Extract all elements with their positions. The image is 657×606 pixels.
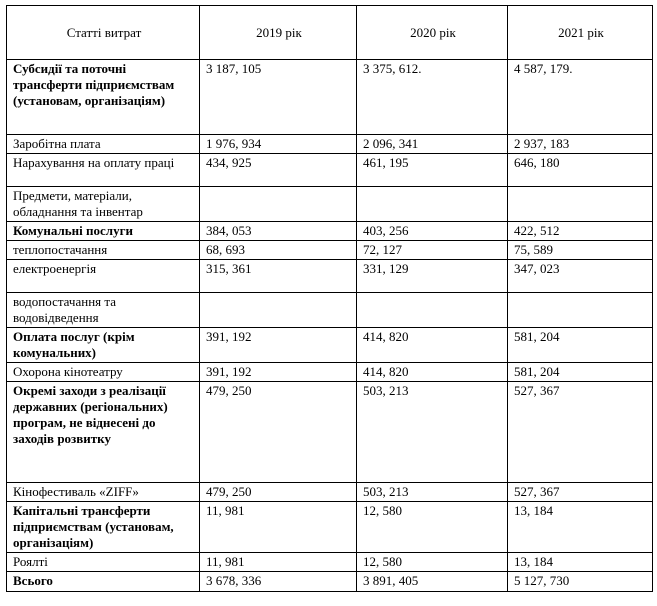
expense-item-label: Охорона кінотеатру bbox=[7, 363, 200, 382]
value-2020: 331, 129 bbox=[357, 260, 508, 293]
value-2019: 391, 192 bbox=[200, 328, 357, 363]
value-2020: 12, 580 bbox=[357, 502, 508, 553]
value-2021: 75, 589 bbox=[508, 241, 653, 260]
expense-item-label: Заробітна плата bbox=[7, 135, 200, 154]
value-2019: 3 678, 336 bbox=[200, 572, 357, 592]
value-2019 bbox=[200, 187, 357, 222]
table-row bbox=[7, 553, 653, 572]
header-year-2019: 2019 рік bbox=[200, 6, 357, 60]
table-row bbox=[7, 222, 653, 241]
value-2021: 422, 512 bbox=[508, 222, 653, 241]
value-2019: 68, 693 bbox=[200, 241, 357, 260]
value-2021: 5 127, 730 bbox=[508, 572, 653, 592]
value-2019: 479, 250 bbox=[200, 382, 357, 483]
expense-item-label: Нарахування на оплату праці bbox=[7, 154, 200, 187]
value-2021 bbox=[508, 187, 653, 222]
value-2020: 403, 256 bbox=[357, 222, 508, 241]
expense-item-label: Всього bbox=[7, 572, 200, 592]
table-row bbox=[7, 382, 653, 483]
expense-item-label: теплопостачання bbox=[7, 241, 200, 260]
expense-item-label: Оплата послуг (крім комунальних) bbox=[7, 328, 200, 363]
table-row bbox=[7, 502, 653, 553]
table-row bbox=[7, 572, 653, 592]
value-2021: 13, 184 bbox=[508, 502, 653, 553]
table-row bbox=[7, 293, 653, 328]
table-body bbox=[7, 60, 653, 592]
table-header bbox=[7, 6, 653, 60]
header-year-2020: 2020 рік bbox=[357, 6, 508, 60]
value-2020: 461, 195 bbox=[357, 154, 508, 187]
table-row bbox=[7, 260, 653, 293]
value-2021: 4 587, 179. bbox=[508, 60, 653, 135]
table-row bbox=[7, 154, 653, 187]
table-row bbox=[7, 187, 653, 222]
value-2019: 391, 192 bbox=[200, 363, 357, 382]
value-2020: 414, 820 bbox=[357, 328, 508, 363]
value-2021 bbox=[508, 293, 653, 328]
value-2019: 1 976, 934 bbox=[200, 135, 357, 154]
value-2019: 3 187, 105 bbox=[200, 60, 357, 135]
expense-item-label: Окремі заходи з реалізації державних (регіональних) програм, не віднесені до заходів розвитку bbox=[7, 382, 200, 483]
value-2020 bbox=[357, 187, 508, 222]
value-2021: 527, 367 bbox=[508, 382, 653, 483]
expense-item-label: Кінофестиваль «ZIFF» bbox=[7, 483, 200, 502]
header-expense-items: Статті витрат bbox=[7, 6, 200, 60]
value-2019: 384, 053 bbox=[200, 222, 357, 241]
value-2019: 315, 361 bbox=[200, 260, 357, 293]
value-2019: 11, 981 bbox=[200, 502, 357, 553]
value-2021: 646, 180 bbox=[508, 154, 653, 187]
value-2021: 347, 023 bbox=[508, 260, 653, 293]
table-row bbox=[7, 328, 653, 363]
value-2021: 527, 367 bbox=[508, 483, 653, 502]
table-row bbox=[7, 60, 653, 135]
expense-item-label: водопостачання та водовідведення bbox=[7, 293, 200, 328]
value-2021: 581, 204 bbox=[508, 363, 653, 382]
value-2020: 12, 580 bbox=[357, 553, 508, 572]
expense-item-label: електроенергія bbox=[7, 260, 200, 293]
value-2021: 13, 184 bbox=[508, 553, 653, 572]
value-2020: 3 375, 612. bbox=[357, 60, 508, 135]
expense-item-label: Субсидії та поточні трансферти підприємствам (установам, організаціям) bbox=[7, 60, 200, 135]
value-2020: 503, 213 bbox=[357, 382, 508, 483]
value-2021: 581, 204 bbox=[508, 328, 653, 363]
value-2021: 2 937, 183 bbox=[508, 135, 653, 154]
table-row bbox=[7, 483, 653, 502]
value-2019: 11, 981 bbox=[200, 553, 357, 572]
value-2019 bbox=[200, 293, 357, 328]
value-2019: 479, 250 bbox=[200, 483, 357, 502]
value-2020 bbox=[357, 293, 508, 328]
value-2020: 414, 820 bbox=[357, 363, 508, 382]
expenses-table bbox=[6, 5, 653, 592]
table-row bbox=[7, 363, 653, 382]
header-year-2021: 2021 рік bbox=[508, 6, 653, 60]
value-2020: 3 891, 405 bbox=[357, 572, 508, 592]
expense-item-label: Капітальні трансферти підприємствам (установам, організаціям) bbox=[7, 502, 200, 553]
value-2020: 503, 213 bbox=[357, 483, 508, 502]
expense-item-label: Комунальні послуги bbox=[7, 222, 200, 241]
header-row bbox=[7, 6, 653, 60]
value-2019: 434, 925 bbox=[200, 154, 357, 187]
value-2020: 2 096, 341 bbox=[357, 135, 508, 154]
value-2020: 72, 127 bbox=[357, 241, 508, 260]
expense-item-label: Предмети, матеріали, обладнання та інвентар bbox=[7, 187, 200, 222]
table-row bbox=[7, 241, 653, 260]
table-row bbox=[7, 135, 653, 154]
expense-item-label: Роялті bbox=[7, 553, 200, 572]
